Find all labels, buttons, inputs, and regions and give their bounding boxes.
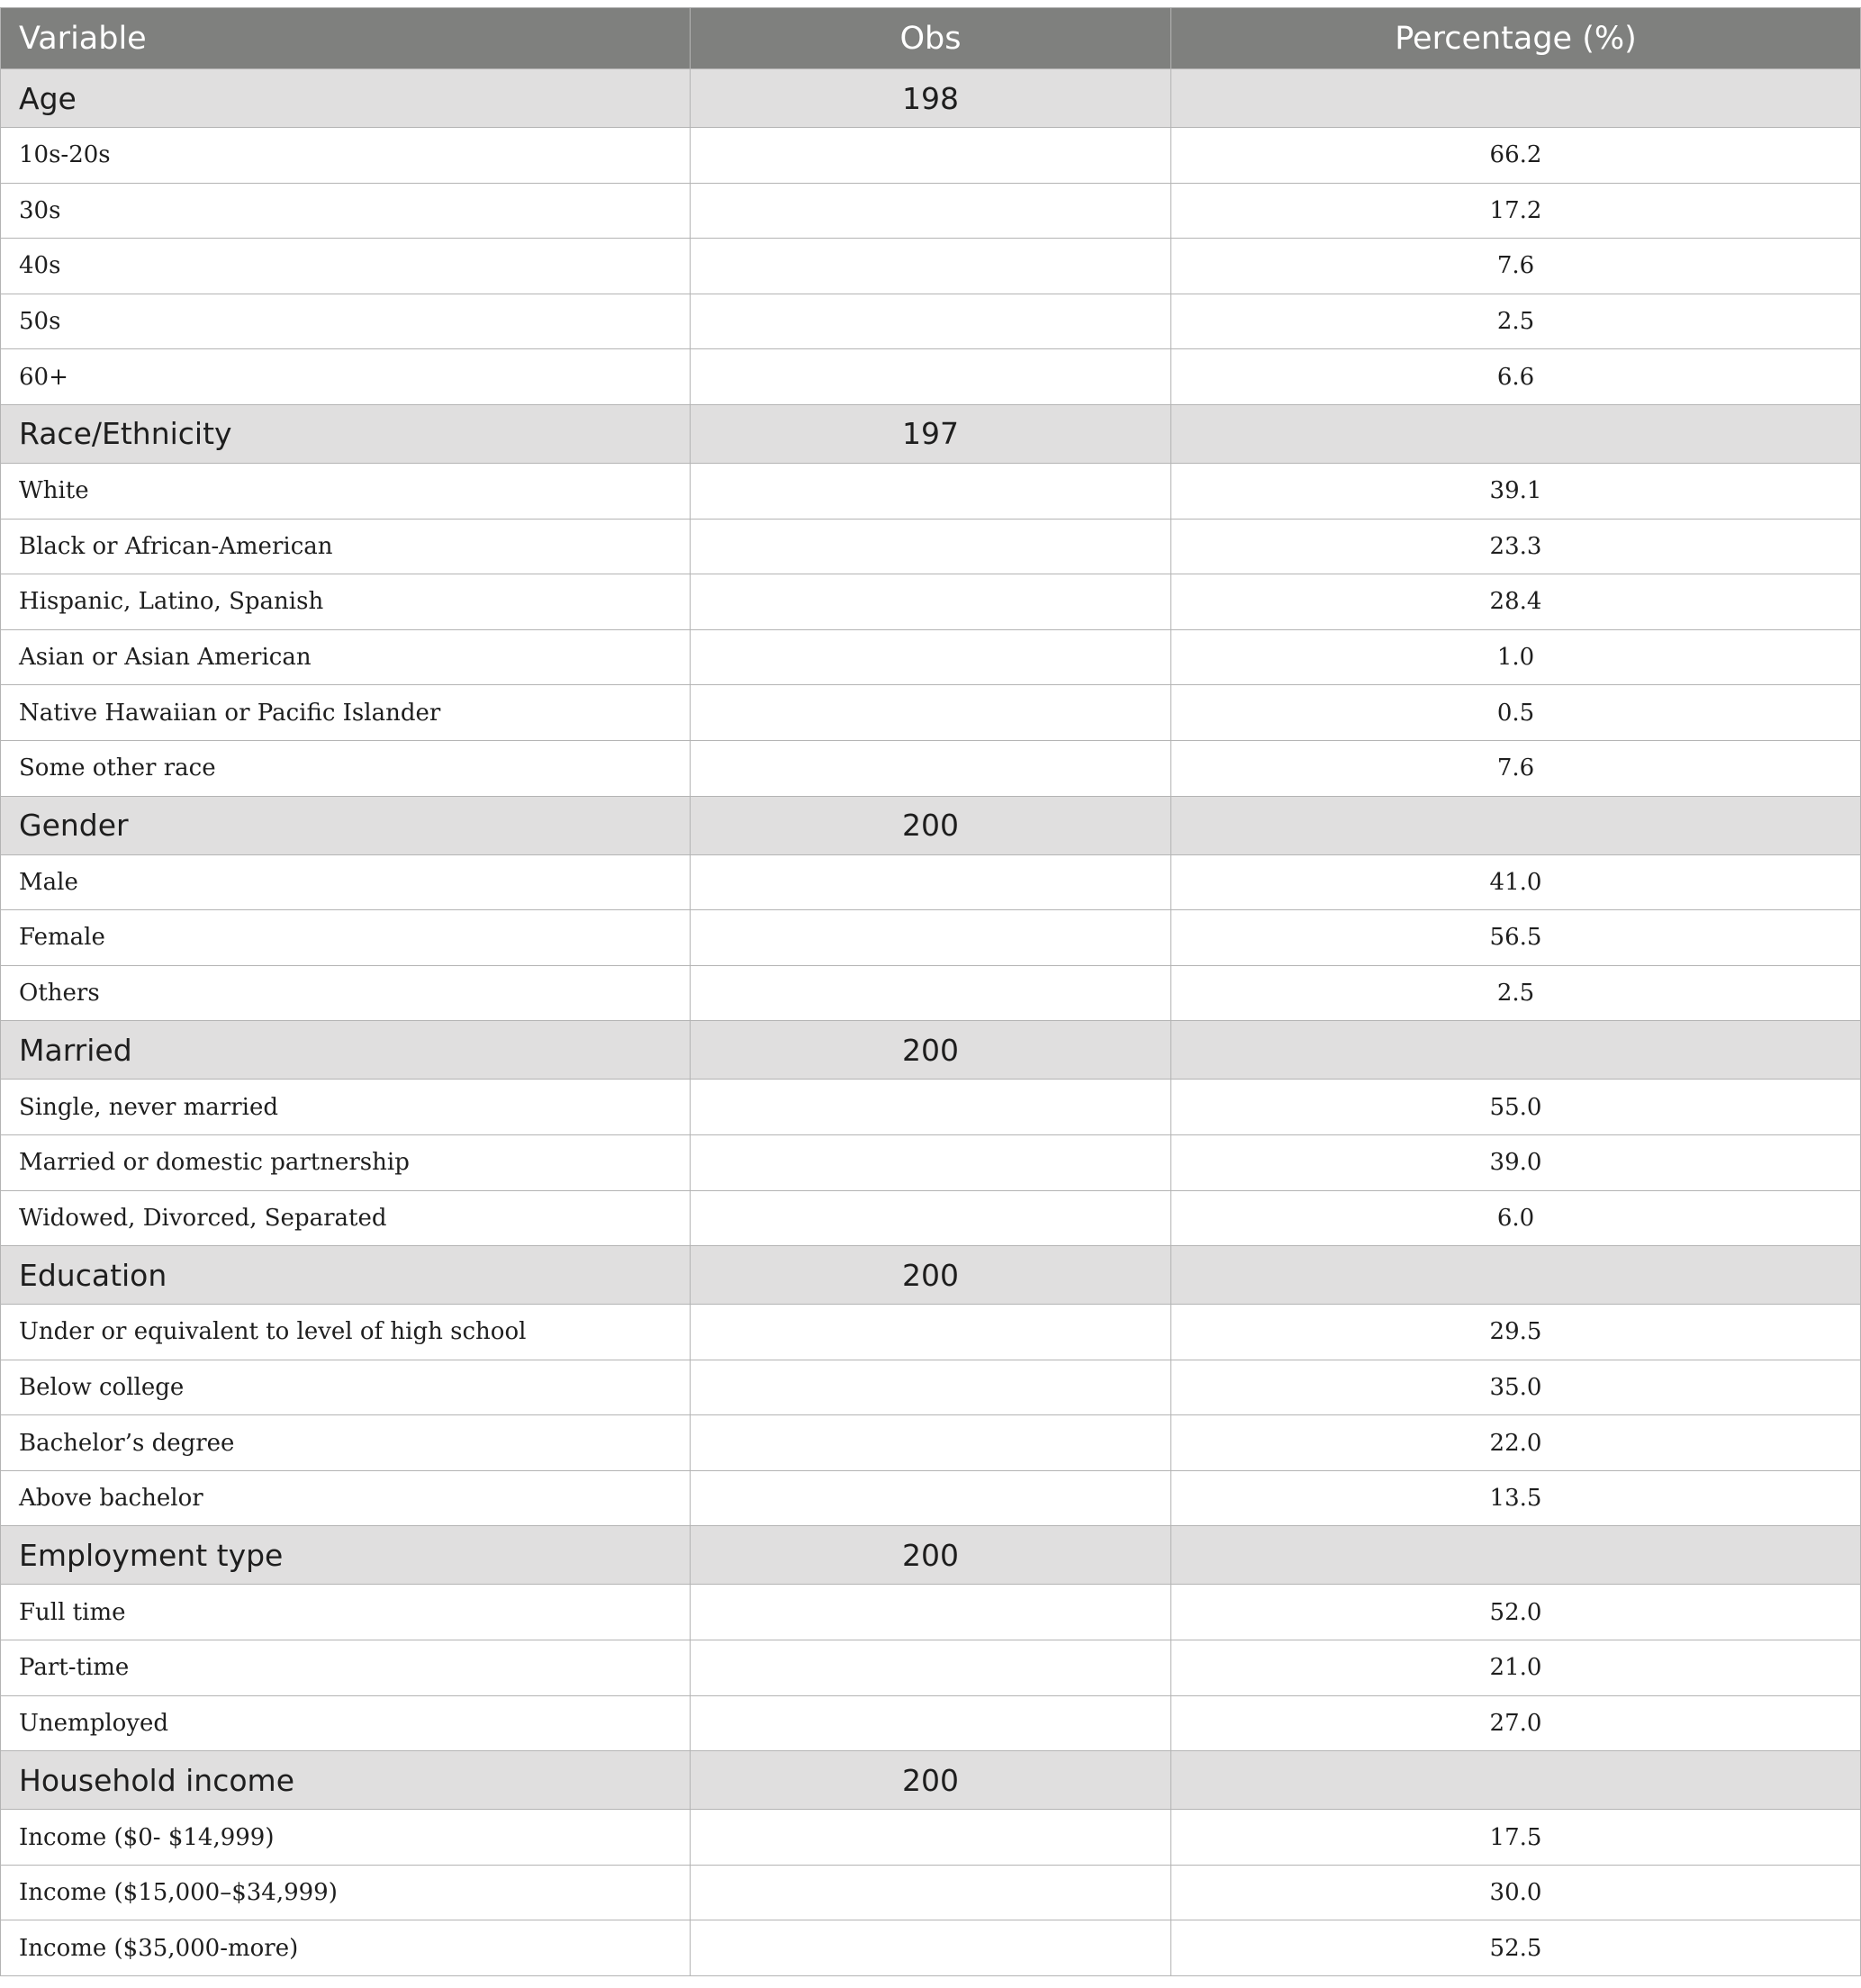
row-percentage: 6.6 <box>1171 349 1861 405</box>
row-label: Asian or Asian American <box>1 629 691 685</box>
row-obs-empty <box>691 1865 1171 1920</box>
group-obs: 200 <box>691 1021 1171 1080</box>
group-percentage-empty <box>1171 1526 1861 1585</box>
header-variable: Variable <box>1 8 691 69</box>
demographics-table <box>0 7 1861 1976</box>
table-row <box>1 1305 1861 1360</box>
table-row <box>1 1920 1861 1976</box>
row-percentage: 27.0 <box>1171 1695 1861 1751</box>
row-percentage: 56.5 <box>1171 910 1861 966</box>
row-obs-empty <box>691 685 1171 741</box>
row-label: Some other race <box>1 740 691 796</box>
row-percentage: 21.0 <box>1171 1640 1861 1696</box>
table-row <box>1 294 1861 349</box>
row-obs-empty <box>691 349 1171 405</box>
group-row <box>1 404 1861 463</box>
row-percentage: 41.0 <box>1171 854 1861 910</box>
group-name: Age <box>1 69 691 128</box>
row-obs-empty <box>691 854 1171 910</box>
table-row <box>1 1585 1861 1640</box>
row-obs-empty <box>691 1305 1171 1360</box>
table-row <box>1 183 1861 239</box>
row-obs-empty <box>691 1415 1171 1471</box>
group-percentage-empty <box>1171 404 1861 463</box>
row-percentage: 6.0 <box>1171 1190 1861 1246</box>
group-name: Education <box>1 1246 691 1305</box>
group-row <box>1 1526 1861 1585</box>
table-row <box>1 1415 1861 1471</box>
header-percentage: Percentage (%) <box>1171 8 1861 69</box>
group-obs: 197 <box>691 404 1171 463</box>
group-obs: 198 <box>691 69 1171 128</box>
group-row <box>1 1021 1861 1080</box>
row-obs-empty <box>691 1080 1171 1135</box>
group-obs: 200 <box>691 1751 1171 1810</box>
row-label: Hispanic, Latino, Spanish <box>1 574 691 630</box>
row-obs-empty <box>691 183 1171 239</box>
group-percentage-empty <box>1171 1751 1861 1810</box>
row-label: Part-time <box>1 1640 691 1696</box>
group-row <box>1 1751 1861 1810</box>
row-obs-empty <box>691 740 1171 796</box>
table-row <box>1 740 1861 796</box>
row-label: Income ($15,000–$34,999) <box>1 1865 691 1920</box>
row-label: Above bachelor <box>1 1470 691 1526</box>
table-row <box>1 1640 1861 1696</box>
row-percentage: 13.5 <box>1171 1470 1861 1526</box>
row-percentage: 52.0 <box>1171 1585 1861 1640</box>
row-obs-empty <box>691 1190 1171 1246</box>
group-obs: 200 <box>691 1526 1171 1585</box>
row-label: 40s <box>1 239 691 294</box>
row-label: Male <box>1 854 691 910</box>
row-label: Unemployed <box>1 1695 691 1751</box>
data-table-container <box>0 7 1860 1976</box>
row-percentage: 17.2 <box>1171 183 1861 239</box>
row-obs-empty <box>691 519 1171 574</box>
row-obs-empty <box>691 1640 1171 1696</box>
table-row <box>1 463 1861 519</box>
row-percentage: 29.5 <box>1171 1305 1861 1360</box>
row-obs-empty <box>691 574 1171 630</box>
group-percentage-empty <box>1171 1021 1861 1080</box>
row-label: Others <box>1 965 691 1021</box>
table-row <box>1 519 1861 574</box>
row-label: White <box>1 463 691 519</box>
table-row <box>1 1360 1861 1415</box>
row-percentage: 39.0 <box>1171 1134 1861 1190</box>
row-obs-empty <box>691 1470 1171 1526</box>
row-label: 30s <box>1 183 691 239</box>
row-percentage: 7.6 <box>1171 740 1861 796</box>
row-percentage: 1.0 <box>1171 629 1861 685</box>
row-percentage: 66.2 <box>1171 128 1861 184</box>
row-label: 10s-20s <box>1 128 691 184</box>
row-label: Bachelor’s degree <box>1 1415 691 1471</box>
table-row <box>1 629 1861 685</box>
row-label: 60+ <box>1 349 691 405</box>
row-label: Under or equivalent to level of high school <box>1 1305 691 1360</box>
row-percentage: 28.4 <box>1171 574 1861 630</box>
row-percentage: 35.0 <box>1171 1360 1861 1415</box>
row-percentage: 22.0 <box>1171 1415 1861 1471</box>
table-row <box>1 574 1861 630</box>
header-obs: Obs <box>691 8 1171 69</box>
row-percentage: 39.1 <box>1171 463 1861 519</box>
table-row <box>1 1695 1861 1751</box>
row-percentage: 2.5 <box>1171 965 1861 1021</box>
header-row <box>1 8 1861 69</box>
row-label: Income ($35,000-more) <box>1 1920 691 1976</box>
group-name: Employment type <box>1 1526 691 1585</box>
table-row <box>1 349 1861 405</box>
row-percentage: 0.5 <box>1171 685 1861 741</box>
row-label: Full time <box>1 1585 691 1640</box>
row-percentage: 7.6 <box>1171 239 1861 294</box>
row-percentage: 23.3 <box>1171 519 1861 574</box>
row-label: 50s <box>1 294 691 349</box>
row-obs-empty <box>691 1695 1171 1751</box>
group-row <box>1 796 1861 854</box>
table-row <box>1 1865 1861 1920</box>
group-name: Married <box>1 1021 691 1080</box>
row-obs-empty <box>691 1360 1171 1415</box>
row-obs-empty <box>691 1810 1171 1866</box>
group-percentage-empty <box>1171 1246 1861 1305</box>
group-percentage-empty <box>1171 69 1861 128</box>
row-obs-empty <box>691 1920 1171 1976</box>
group-name: Race/Ethnicity <box>1 404 691 463</box>
row-label: Income ($0- $14,999) <box>1 1810 691 1866</box>
group-obs: 200 <box>691 796 1171 854</box>
row-label: Single, never married <box>1 1080 691 1135</box>
row-obs-empty <box>691 965 1171 1021</box>
row-percentage: 2.5 <box>1171 294 1861 349</box>
group-row <box>1 1246 1861 1305</box>
row-obs-empty <box>691 910 1171 966</box>
table-row <box>1 1470 1861 1526</box>
group-name: Gender <box>1 796 691 854</box>
row-obs-empty <box>691 1134 1171 1190</box>
table-row <box>1 1134 1861 1190</box>
group-row <box>1 69 1861 128</box>
row-label: Black or African-American <box>1 519 691 574</box>
table-row <box>1 965 1861 1021</box>
row-label: Female <box>1 910 691 966</box>
table-row <box>1 239 1861 294</box>
row-obs-empty <box>691 128 1171 184</box>
table-row <box>1 910 1861 966</box>
group-obs: 200 <box>691 1246 1171 1305</box>
table-row <box>1 128 1861 184</box>
row-label: Widowed, Divorced, Separated <box>1 1190 691 1246</box>
row-percentage: 52.5 <box>1171 1920 1861 1976</box>
row-label: Below college <box>1 1360 691 1415</box>
row-obs-empty <box>691 1585 1171 1640</box>
group-percentage-empty <box>1171 796 1861 854</box>
row-obs-empty <box>691 463 1171 519</box>
row-percentage: 55.0 <box>1171 1080 1861 1135</box>
row-label: Married or domestic partnership <box>1 1134 691 1190</box>
table-body <box>1 69 1861 1976</box>
row-obs-empty <box>691 239 1171 294</box>
table-row <box>1 854 1861 910</box>
table-row <box>1 1080 1861 1135</box>
row-label: Native Hawaiian or Pacific Islander <box>1 685 691 741</box>
row-percentage: 17.5 <box>1171 1810 1861 1866</box>
row-obs-empty <box>691 629 1171 685</box>
row-obs-empty <box>691 294 1171 349</box>
group-name: Household income <box>1 1751 691 1810</box>
row-percentage: 30.0 <box>1171 1865 1861 1920</box>
table-row <box>1 1810 1861 1866</box>
table-row <box>1 1190 1861 1246</box>
table-row <box>1 685 1861 741</box>
